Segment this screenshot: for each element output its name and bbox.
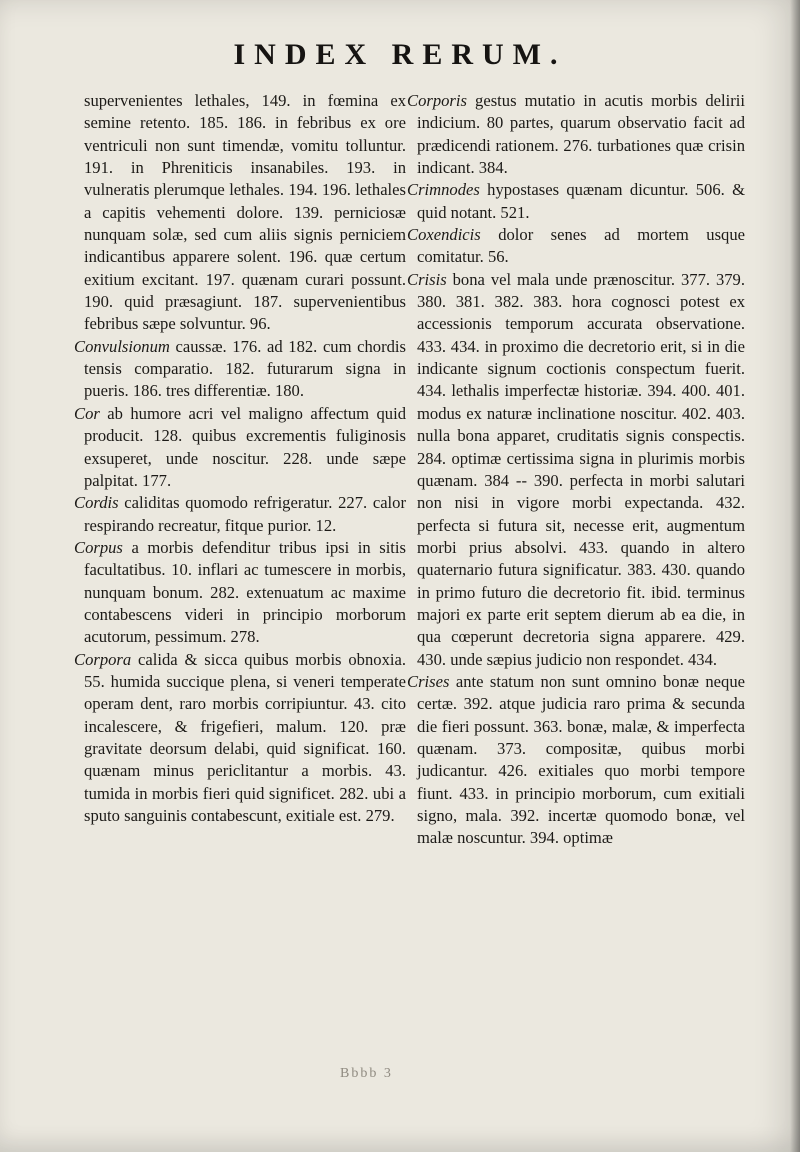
- entry-headword: Corporis: [407, 91, 467, 110]
- right-column: [405, 90, 745, 850]
- entry-text: gestus mutatio in acutis morbis delirii indicium. 80 partes, quarum observatio facit ad prædicendi rationem. 276. turbationes quæ crisin indicant. 384.: [417, 91, 745, 178]
- list-item: [405, 224, 745, 269]
- entry-headword: Cor: [74, 403, 100, 423]
- entry-text: ab humore acri vel maligno affectum quid producit. 128. quibus excrementis fuliginosis exsuperet, unde noscitur. 228. unde sæpe palpitat. 177.: [84, 403, 406, 490]
- entry-text: caliditas quomodo refrigeratur. 227. calor respirando recreatur, fitque purior. 12.: [84, 493, 406, 535]
- list-item: [72, 403, 406, 492]
- left-column: [72, 90, 406, 827]
- list-item: [405, 269, 745, 671]
- entry-headword: Cordis: [74, 493, 119, 513]
- list-item: [405, 671, 745, 850]
- entry-text: dolor senes ad mortem usque comitatur. 56.: [417, 225, 745, 267]
- page-title: INDEX RERUM.: [233, 38, 567, 71]
- entry-text: calida & sicca quibus morbis obnoxia. 55. humida succique plena, si veneri temperate operam dent, raro morbis corripiuntur. 43. cito incalescere, & frigefieri, malum. 120. præ gravitate deorsum delabi, quid significat. 160. quænam minus periclitantur a morbis. 43. tumida in morbis fieri quid significet. 282. ubi a sputo sanguinis contabescunt, exitiale est. 279.: [84, 649, 406, 825]
- entry-headword: Coxendicis: [407, 225, 481, 245]
- entry-text: caussæ. 176. ad 182. cum chordis tensis comparatio. 182. futurarum signa in pueris. 186. tres differentiæ. 180.: [84, 336, 406, 401]
- entry-headword: Corpus: [74, 537, 123, 557]
- entry-text: a morbis defenditur tribus ipsi in sitis facultatibus. 10. inflari ac tumescere in morbis, nunquam bonum. 282. extenuatum ac maxime contabescens videri in principio morborum acutorum, pessimum. 278.: [84, 537, 406, 647]
- entry-text: ante statum non sunt omnino bonæ neque certæ. 392. atque judicia raro prima & secunda die fieri possunt. 363. bonæ, malæ, & imperfecta quænam. 373. compositæ, quibus morbi judicantur. 426. exitiales quo morbi tempore fiunt. 433. in principio morborum, cum exitiali signo, mala. 392. incertæ quomodo bonæ, vel malæ noscuntur. 394. optimæ: [417, 671, 745, 848]
- entry-headword: Crimnodes: [407, 180, 480, 200]
- entry-text: hypostases quænam dicuntur. 506. & quid notant. 521.: [417, 180, 745, 222]
- entry-headword: Convulsionum: [74, 336, 170, 356]
- list-item: [405, 90, 745, 179]
- entry-text: bona vel mala unde prænoscitur. 377. 379. 380. 381. 382. 383. hora cognosci potest ex accessionis temporum accurata observatione. 433. 434. in proximo die decretorio erit, si in die indicante signum coctionis conspectum fuerit. 434. lethalis imperfectæ historiæ. 394. 400. 401. modus ex naturæ inclinatione noscitur. 402. 403. nulla bona apparet, cruditatis signis conspectis. 284. optimæ certissima signa in plurimis morbis quænam. 384 -- 390. perfecta in morbi salutari non nisi in vigore morbi expectanda. 432. perfecta si futura sit, necesse erit, augmentum morbi prius absolvi. 433. quando in altero quaternario futura significatur. 383. 430. quando in primo futuro die decretorio fit. ibid. terminus majori ex parte erit septem dierum ab ea die, in qua cœperunt decretoria signa apparere. 429. 430. unde sæpius judicio non respondet. 434.: [417, 269, 745, 669]
- entry-headword: Crises: [407, 671, 450, 691]
- list-item: [72, 649, 406, 828]
- list-item: [72, 492, 406, 537]
- list-item: supervenientes lethales, 149. in fœmina ex semine retento. 185. 186. in febribus ex ore ventriculi non sunt timendæ, vomitu tolluntur. 191. in Phreniticis insanabiles. 193. in vulneratis plerumque lethales. 194. 196. lethales a capitis vehementi dolore. 139. perniciosæ nunquam solæ, sed cum aliis signis perniciem indicantibus apparere solent. 196. quæ certum exitium excitant. 197. quænam curari possunt. 190. quid præsagiunt. 187. supervenientibus febribus sæpe solvuntur. 96.: [84, 91, 406, 334]
- list-item: [72, 336, 406, 403]
- list-item: [72, 537, 406, 649]
- entry-headword: Corpora: [74, 649, 132, 669]
- signature-mark: Bbbb 3: [340, 1066, 393, 1081]
- list-item: [405, 179, 745, 224]
- entry-headword: Crisis: [407, 269, 447, 289]
- page-edge-shadow: [790, 0, 800, 1152]
